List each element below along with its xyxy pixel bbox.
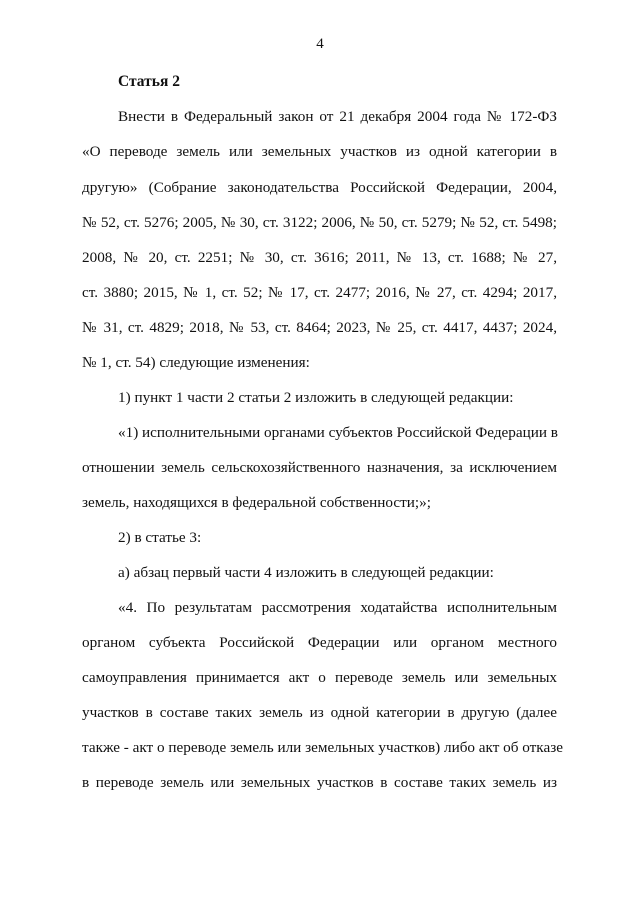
text-line: земель, находящихся в федеральной собственности;»; bbox=[82, 494, 431, 511]
text-line: участков в составе таких земель из одной категории в другую (далее bbox=[82, 704, 557, 721]
text-line: самоуправления принимается акт о переводе земель или земельных bbox=[82, 669, 557, 686]
text-line: другую» (Собрание законодательства Российской Федерации, 2004, bbox=[82, 179, 557, 196]
text-line: 1) пункт 1 части 2 статьи 2 изложить в следующей редакции: bbox=[118, 389, 514, 406]
article-heading: Статья 2 bbox=[118, 73, 180, 90]
text-line: отношении земель сельскохозяйственного назначения, за исключением bbox=[82, 459, 557, 476]
text-line: ст. 3880; 2015, № 1, ст. 52; № 17, ст. 2477; 2016, № 27, ст. 4294; 2017, bbox=[82, 284, 557, 301]
page-number: 4 bbox=[316, 36, 324, 52]
text-line: № 31, ст. 4829; 2018, № 53, ст. 8464; 2023, № 25, ст. 4417, 4437; 2024, bbox=[82, 319, 557, 336]
text-line: органом субъекта Российской Федерации или органом местного bbox=[82, 634, 557, 651]
text-line: в переводе земель или земельных участков в составе таких земель из bbox=[82, 774, 557, 791]
text-line: № 52, ст. 5276; 2005, № 30, ст. 3122; 2006, № 50, ст. 5279; № 52, ст. 5498; bbox=[82, 214, 557, 231]
text-line: № 1, ст. 54) следующие изменения: bbox=[82, 354, 310, 371]
text-line: «1) исполнительными органами субъектов Российской Федерации в bbox=[118, 424, 558, 441]
text-line: «4. По результатам рассмотрения ходатайства исполнительным bbox=[118, 599, 557, 616]
text-line: а) абзац первый части 4 изложить в следующей редакции: bbox=[118, 564, 494, 581]
text-line: Внести в Федеральный закон от 21 декабря 2004 года № 172-ФЗ bbox=[118, 108, 557, 125]
text-line: 2) в статье 3: bbox=[118, 529, 202, 546]
text-line: также - акт о переводе земель или земельных участков) либо акт об отказе bbox=[82, 739, 563, 756]
text-line: «О переводе земель или земельных участков из одной категории в bbox=[82, 143, 557, 160]
text-line: 2008, № 20, ст. 2251; № 30, ст. 3616; 2011, № 13, ст. 1688; № 27, bbox=[82, 249, 557, 266]
